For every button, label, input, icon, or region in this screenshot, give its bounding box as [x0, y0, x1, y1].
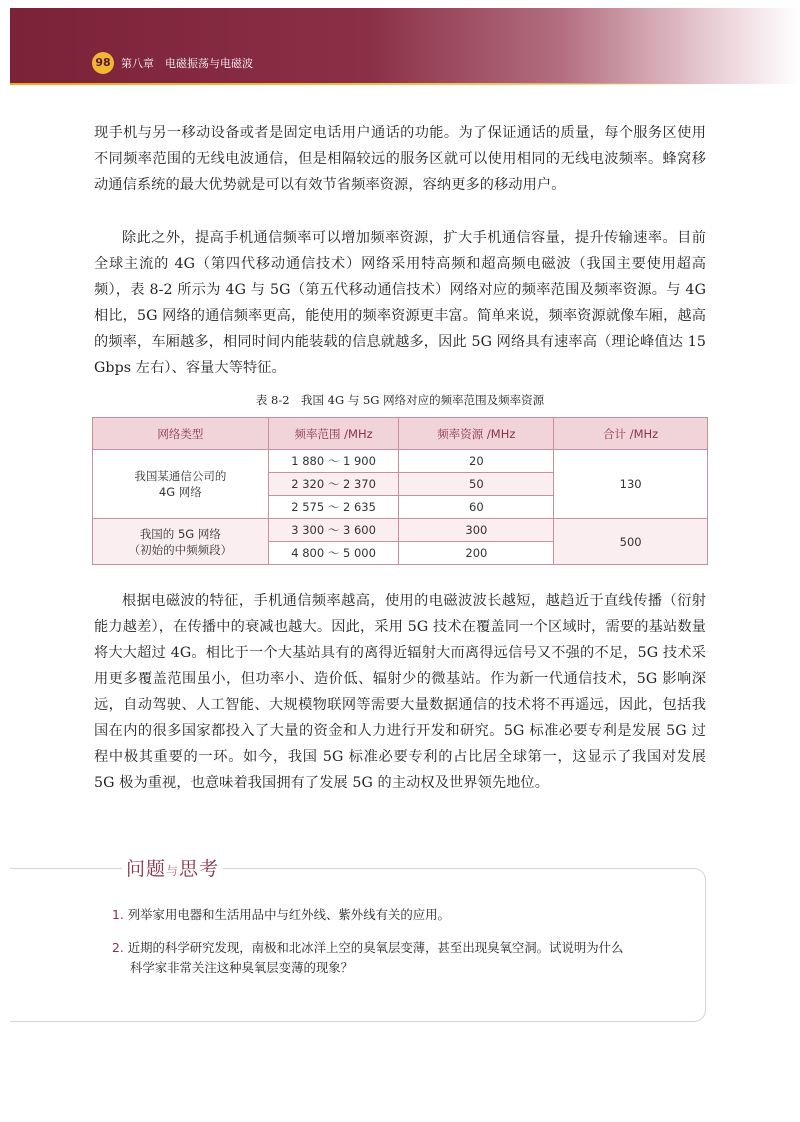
question-text: 近期的科学研究发现，南极和北冰洋上空的臭氧层变薄，甚至出现臭氧空洞。试说明为什么: [127, 940, 624, 955]
table-header-row: [93, 418, 708, 450]
question-number: 2.: [112, 940, 124, 955]
table-caption: 表 8-2 我国 4G 与 5G 网络对应的频率范围及频率资源: [255, 393, 545, 407]
network-type-4g-line1: 我国某通信公司的: [134, 469, 227, 483]
table-row: [93, 450, 708, 473]
frequency-range-cell: 1 880 ～ 1 900: [268, 450, 399, 473]
question-number: 1.: [112, 907, 124, 922]
page-number: 98: [92, 52, 114, 74]
paragraph-3: 根据电磁波的特征，手机通信频率越高，使用的电磁波波长越短，越趋近于直线传播（衍射能力越差），在传播中的衰减也越大。因此，采用 5G 技术在覆盖同一个区域时，需要的基站数量将大大超过 4G。相比于一个大基站具有的离得近辐射大而离得远信号又不强的不足，5G 技术采用更多覆盖范围虽小，但功率小、造价低、辐射少的微基站。作为新一代通信技术，5G 影响深远，自动驾驶、人工智能、大规模物联网等需要大量数据通信的技术将不再遥远，因此，包括我国在内的很多国家都投入了大量的资金和人力进行开发和研究。5G 标准必要专利是发展 5G 过程中极其重要的一环。如今，我国 5G 标准必要专利的占比居全球第一，这显示了我国对发展 5G 极为重视，也意味着我国拥有了发展 5G 的主动权及世界领先地位。: [94, 593, 706, 791]
frequency-range-cell: 2 575 ～ 2 635: [268, 496, 399, 519]
questions-heading-connector: 与: [166, 864, 180, 878]
questions-heading-part1: 问题: [126, 858, 167, 880]
chapter-title: 第八章 电磁振荡与电磁波: [121, 57, 253, 70]
frequency-resource-cell: 50: [399, 473, 554, 496]
header-frequency-range: 频率范围 /MHz: [268, 418, 399, 450]
header-accent-line: [10, 83, 710, 85]
frequency-range-cell: 4 800 ～ 5 000: [268, 542, 399, 565]
total-5g: 500: [554, 519, 708, 565]
question-text-continued: 科学家非常关注这种臭氧层变薄的现象？: [130, 960, 354, 975]
paragraph-2: 除此之外，提高手机通信频率可以增加频率资源，扩大手机通信容量，提升传输速率。目前全球主流的 4G（第四代移动通信技术）网络采用特高频和超高频电磁波（我国主要使用超高频），表 8-2 所示为 4G 与 5G（第五代移动通信技术）网络对应的频率范围及频率资源。与 4G 相比，5G 网络的通信频率更高，能使用的频率资源更丰富。简单来说，频率资源就像车厢，越高的频率，车厢越多，相同时间内能装载的信息就越多，因此 5G 网络具有速率高（理论峰值达 15 Gbps 左右）、容量大等特征。: [94, 230, 706, 376]
header-frequency-resource: 频率资源 /MHz: [399, 418, 554, 450]
table-row: [93, 519, 708, 542]
frequency-resource-cell: 200: [399, 542, 554, 565]
network-type-4g-line2: 4G 网络: [158, 485, 202, 499]
question-2: [112, 938, 702, 978]
frequency-resource-cell: 300: [399, 519, 554, 542]
question-text: 列举家用电器和生活用品中与红外线、紫外线有关的应用。: [127, 907, 450, 922]
questions-heading: [122, 854, 223, 881]
page-header-banner: [10, 8, 800, 84]
total-4g: 130: [554, 450, 708, 519]
frequency-range-cell: 3 300 ～ 3 600: [268, 519, 399, 542]
network-type-5g-line2: （初始的中频频段）: [128, 542, 233, 557]
question-1: [112, 905, 702, 925]
questions-heading-part2: 思考: [179, 858, 220, 880]
frequency-resource-cell: 20: [399, 450, 554, 473]
network-type-5g: [93, 519, 269, 565]
frequency-range-cell: 2 320 ～ 2 370: [268, 473, 399, 496]
frequency-resource-cell: 60: [399, 496, 554, 519]
network-type-5g-line1: 我国的 5G 网络: [139, 526, 221, 541]
header-total: 合计 /MHz: [554, 418, 708, 450]
frequency-table: [92, 417, 708, 565]
network-type-4g: [93, 450, 269, 519]
header-network-type: 网络类型: [93, 418, 269, 450]
paragraph-1: 现手机与另一移动设备或者是固定电话用户通话的功能。为了保证通话的质量，每个服务区使用不同频率范围的无线电波通信，但是相隔较远的服务区就可以使用相同的无线电波频率。蜂窝移动通信系统的最大优势就是可以有效节省频率资源，容纳更多的移动用户。: [94, 125, 706, 193]
